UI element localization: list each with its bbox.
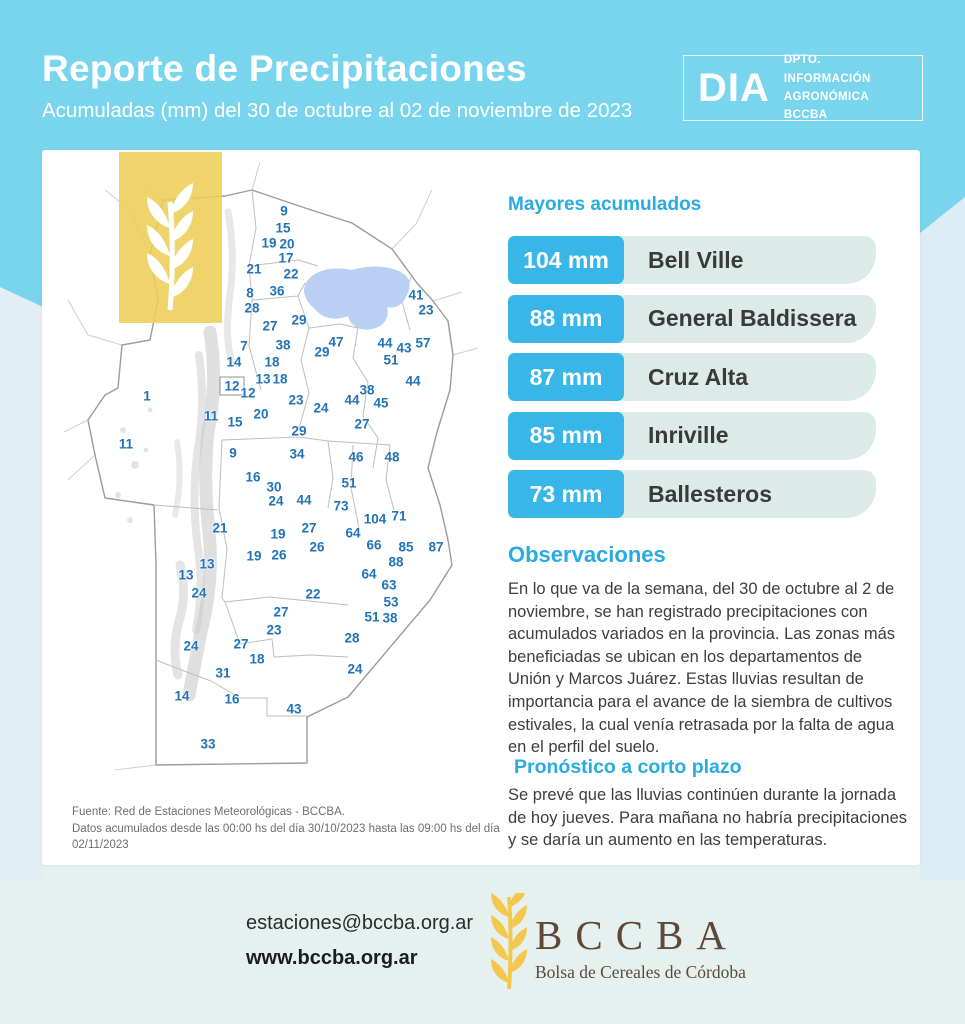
station-value: 57: [415, 335, 431, 351]
station-value: 29: [291, 312, 307, 328]
station-value: 7: [240, 338, 248, 354]
station-value: 104: [363, 511, 387, 527]
station-value: 27: [301, 520, 317, 536]
station-value: 44: [377, 335, 393, 351]
station-value: 15: [227, 414, 243, 430]
station-value: 13: [178, 567, 194, 583]
footer-contacts: [246, 912, 473, 970]
station-value: 47: [328, 334, 344, 350]
station-value: 1: [143, 388, 151, 404]
station-value: 48: [384, 449, 400, 465]
station-value: 66: [366, 537, 382, 553]
station-value: 11: [203, 408, 219, 424]
bccba-logo: [485, 893, 746, 993]
station-value: 36: [269, 283, 285, 299]
logo-wheat-icon: [485, 893, 527, 993]
station-value: 38: [275, 337, 291, 353]
accum-value-chip: 85 mm: [508, 412, 624, 460]
station-value: 24: [191, 585, 207, 601]
accum-value-chip: 104 mm: [508, 236, 624, 284]
observations-title: Observaciones: [508, 542, 666, 567]
station-value: 64: [361, 566, 377, 582]
station-value: 45: [373, 395, 389, 411]
dia-dept-line1: DPTO. INFORMACIÓN: [783, 54, 871, 85]
station-value: 22: [305, 586, 321, 602]
station-value: 12: [219, 377, 244, 396]
station-value: 27: [262, 318, 278, 334]
station-value: 24: [313, 400, 329, 416]
report-card: [42, 150, 920, 865]
station-value: 24: [183, 638, 199, 654]
station-value: 73: [333, 498, 349, 514]
station-value: 27: [233, 636, 249, 652]
station-value: 38: [359, 382, 375, 398]
dia-acronym: DIA: [698, 65, 770, 110]
accumulated-panel-title: Mayores acumulados: [508, 194, 702, 215]
source-note: [72, 804, 520, 854]
station-value: 19: [246, 548, 262, 564]
station-value: 23: [266, 622, 282, 638]
station-value: 26: [309, 539, 325, 555]
accum-row: [508, 470, 876, 518]
station-value: 38: [382, 610, 398, 626]
station-value: 33: [200, 736, 216, 752]
station-value: 27: [273, 604, 289, 620]
station-value: 26: [271, 547, 287, 563]
station-value: 53: [383, 594, 399, 610]
station-value: 14: [174, 688, 190, 704]
background-band-left: [0, 280, 42, 880]
station-value: 88: [388, 554, 404, 570]
logo-acronym: BCCBA: [535, 912, 739, 958]
page-subtitle: Acumuladas (mm) del 30 de octubre al 02 de noviembre de 2023: [42, 99, 633, 122]
dia-department-label: [784, 51, 908, 125]
accum-location: Cruz Alta: [648, 363, 749, 390]
station-value: 44: [296, 492, 312, 508]
station-value: 20: [253, 406, 269, 422]
station-value: 29: [314, 344, 330, 360]
station-value: 24: [347, 661, 363, 677]
precipitation-map: [60, 150, 480, 820]
page-title: Reporte de Precipitaciones: [42, 48, 527, 89]
station-value: 23: [418, 302, 434, 318]
observations-body: En lo que va de la semana, del 30 de octubre al 2 de noviembre, se han registrado precipitaciones con acumulados variados en la provincia. Las zonas más beneficiadas se ubican en los departamentos de Unión y Marcos Juárez. Estas lluvias resultan de importancia para el avance de la siembra de cultivos estivales, la cual venía retrasada por la falta de agua en el perfil del suelo.: [508, 580, 896, 757]
station-value: 23: [288, 392, 304, 408]
station-value: 21: [212, 520, 228, 536]
station-value: 87: [428, 539, 444, 555]
dia-badge: [683, 55, 923, 121]
station-value: 13: [199, 556, 215, 572]
station-value: 41: [408, 287, 424, 303]
station-value: 29: [291, 423, 307, 439]
background-band-right: [920, 190, 965, 880]
accum-location: Bell Ville: [648, 246, 744, 273]
station-value: 18: [249, 651, 265, 667]
station-value: 28: [244, 300, 260, 316]
accumulated-list: [508, 236, 876, 529]
station-value: 20: [279, 236, 295, 252]
forecast-title: Pronóstico a corto plazo: [514, 756, 742, 778]
station-value: 34: [289, 446, 305, 462]
accum-value-chip: 87 mm: [508, 353, 624, 401]
station-value: 13: [255, 371, 271, 387]
accum-value-chip: 73 mm: [508, 470, 624, 518]
source-line1: Fuente: Red de Estaciones Meteorológicas - BCCBA.: [72, 806, 345, 818]
station-value: 63: [381, 577, 397, 593]
station-value: 24: [268, 493, 284, 509]
station-value: 16: [245, 469, 261, 485]
station-value: 28: [344, 630, 360, 646]
station-value: 14: [226, 354, 242, 370]
station-value: 12: [240, 385, 256, 401]
station-value: 43: [396, 340, 412, 356]
station-value: 64: [345, 525, 361, 541]
station-value: 17: [278, 250, 294, 266]
source-line2: Datos acumulados desde las 00:00 hs del día 30/10/2023 hasta las 09:00 hs del día 02/11/2023: [72, 822, 500, 852]
station-value: 9: [229, 445, 237, 461]
station-value: 30: [266, 479, 282, 495]
dia-dept-line2: AGRONÓMICA BCCBA: [783, 91, 869, 122]
station-value: 18: [264, 354, 280, 370]
station-value: 16: [224, 691, 240, 707]
station-value: 27: [354, 416, 370, 432]
contact-website[interactable]: www.bccba.org.ar: [246, 947, 418, 969]
accum-row: [508, 353, 876, 401]
station-value: 11: [118, 436, 134, 452]
station-value: 44: [344, 392, 360, 408]
accum-row: [508, 295, 876, 343]
accum-row: [508, 236, 876, 284]
accum-location: Ballesteros: [648, 480, 773, 507]
accum-location: Inriville: [648, 422, 729, 448]
station-value: 15: [275, 220, 291, 236]
station-value: 71: [391, 508, 407, 524]
station-value: 44: [405, 373, 421, 389]
station-value: 18: [272, 371, 288, 387]
station-value: 22: [283, 266, 299, 282]
station-value: 19: [270, 526, 286, 542]
logo-tagline: Bolsa de Cereales de Córdoba: [535, 962, 746, 982]
accum-location: General Baldissera: [648, 305, 857, 331]
station-value: 85: [398, 539, 414, 555]
station-value: 51: [383, 352, 399, 368]
station-value: 31: [215, 665, 231, 681]
station-value: 43: [286, 701, 302, 717]
station-value: 8: [246, 285, 254, 301]
station-value: 19: [261, 235, 277, 251]
station-value: 9: [280, 203, 288, 219]
station-value: 21: [246, 261, 262, 277]
station-value: 46: [348, 449, 364, 465]
station-value: 51: [364, 609, 380, 625]
accum-value-chip: 88 mm: [508, 295, 624, 343]
forecast-body: Se prevé que las lluvias continúen durante la jornada de hoy jueves. Para mañana no habría precipitaciones y se daría un aumento en las temperaturas.: [508, 786, 908, 850]
accum-row: [508, 412, 876, 460]
station-value: 51: [341, 475, 357, 491]
contact-email[interactable]: estaciones@bccba.org.ar: [246, 912, 474, 934]
